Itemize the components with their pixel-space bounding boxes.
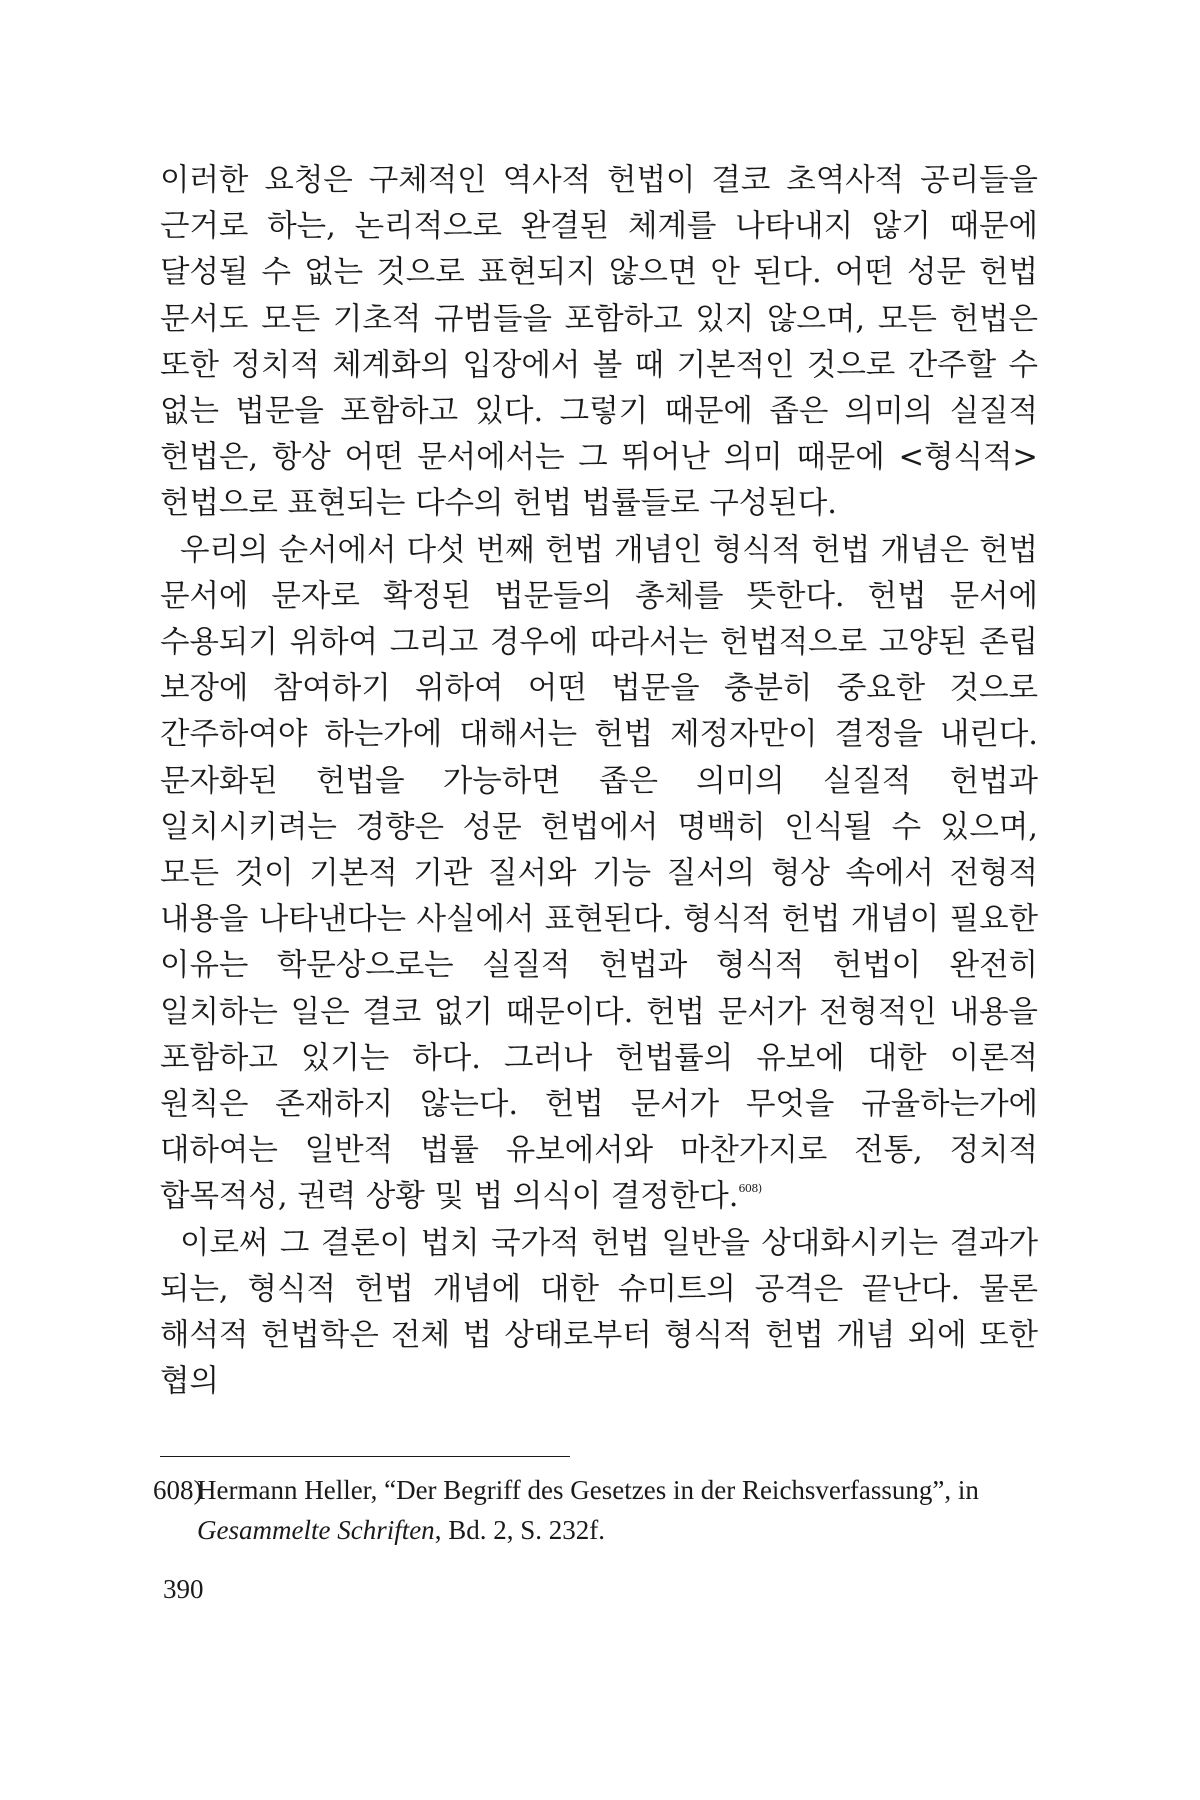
footnote-divider [160, 1456, 570, 1457]
footnote-number: 608) [153, 1475, 203, 1505]
footnote-line-2 [153, 1510, 1038, 1550]
page-number: 390 [163, 1574, 204, 1604]
paragraph-2 [160, 528, 1038, 1221]
footnote-book-title: Gesammelte Schriften [197, 1515, 435, 1545]
footnote-text: Hermann Heller, “Der Begriff des Gesetzes in der Reichsverfassung”, in [197, 1475, 979, 1505]
paragraph-3: 이로써 그 결론이 법치 국가적 헌법 일반을 상대화시키는 결과가 되는, 형식적 헌법 개념에 대한 슈미트의 공격은 끝난다. 물론 해석적 헌법학은 전체 법 상태로부터 형식적 헌법 개념 외에 또한 협의 [160, 1225, 1038, 1400]
paragraph-1: 이러한 요청은 구체적인 역사적 헌법이 결코 초역사적 공리들을 근거로 하는, 논리적으로 완결된 체계를 나타내지 않기 때문에 달성될 수 없는 것으로 표현되지 않으면 안 된다. 어떤 성문 헌법 문서도 모든 기초적 규범들을 포함하고 있지 않으며, 모든 헌법은 또한 정치적 체계화의 입장에서 볼 때 기본적인 것으로 간주할 수 없는 법문을 포함하고 있다. 그렇기 때문에 좁은 의미의 실질적 헌법은, 항상 어떤 문서에서는 그 뛰어난 의미 때문에 <형식적> 헌법으로 표현되는 다수의 헌법 법률들로 구성된다. [160, 163, 1038, 522]
paragraph-2-text: 우리의 순서에서 다섯 번째 헌법 개념인 형식적 헌법 개념은 헌법 문서에 문자로 확정된 법문들의 총체를 뜻한다. 헌법 문서에 수용되기 위하여 그리고 경우에 따라서는 헌법적으로 고양된 존립 보장에 참여하기 위하여 어떤 법문을 충분히 중요한 것으로 간주하여야 하는가에 대해서는 헌법 제정자만이 결정을 내린다. 문자화된 헌법을 가능하면 좁은 의미의 실질적 헌법과 일치시키려는 경향은 성문 헌법에서 명백히 인식될 수 있으며, 모든 것이 기본적 기관 질서와 기능 질서의 형상 속에서 전형적 내용을 나타낸다는 사실에서 표현된다. 형식적 헌법 개념이 필요한 이유는 학문상으로는 실질적 헌법과 형식적 헌법이 완전히 일치하는 일은 결코 없기 때문이다. 헌법 문서가 전형적인 내용을 포함하고 있기는 하다. 그러나 헌법률의 유보에 대한 이론적 원칙은 존재하지 않는다. 헌법 문서가 무엇을 규율하는가에 대하여는 일반적 법률 유보에서와 마찬가지로 전통, 정치적 합목적성, 권력 상황 및 법 의식이 결정한다. [160, 532, 1038, 1215]
footnote-citation-tail: , Bd. 2, S. 232f. [434, 1515, 605, 1545]
footnote [153, 1470, 1038, 1550]
footnote-reference: 608) [738, 1182, 762, 1196]
main-text [160, 158, 1038, 1405]
footnote-line-1 [153, 1470, 1038, 1510]
